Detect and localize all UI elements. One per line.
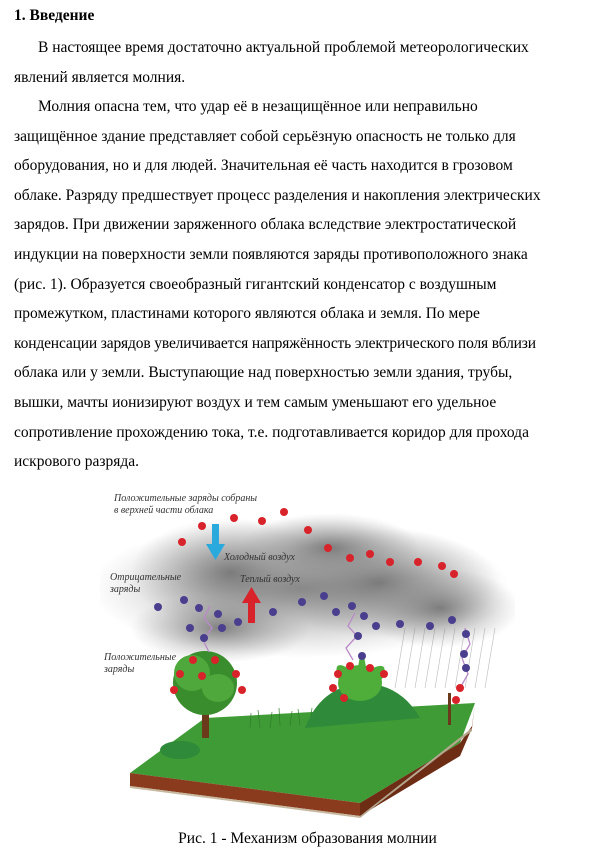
figure-caption: Рис. 1 - Механизм образования молнии — [178, 830, 437, 847]
lightning-figure — [100, 488, 515, 818]
paragraph-line: оборудования, но и для людей. Значительная её часть находится в грозовом — [14, 157, 513, 174]
paragraph-line: конденсации зарядов увеличивается напряжённость электрического поля вблизи — [14, 335, 536, 352]
label-negative-line2: заряды — [110, 584, 141, 595]
label-warm-air: Теплый воздух — [240, 574, 300, 585]
label-positive-bottom-line2: заряды — [104, 664, 135, 675]
paragraph-line: явлений является молния. — [14, 69, 186, 86]
paragraph-line: зарядов. При движении заряженного облака вследствие электростатической — [14, 216, 517, 233]
label-negative-line1: Отрицательные — [110, 572, 182, 583]
paragraph-line: индукции на поверхности земли появляются заряды противоположного знака — [14, 246, 528, 263]
paragraph-line: промежутком, пластинами которого являются облака и земля. По мере — [14, 305, 480, 322]
paragraph-line: В настоящее время достаточно актуальной проблемой метеорологических — [38, 39, 529, 56]
pole — [448, 693, 451, 725]
paragraph-line: вышки, мачты ионизируют воздух и тем самым уменьшают его удельное — [14, 394, 497, 411]
paragraph-line: искрового разряда. — [14, 453, 140, 470]
paragraph-line: Молния опасна тем, что удар её в незащищённое или неправильно — [38, 98, 478, 115]
ground-block — [130, 703, 475, 818]
paragraph-line: облака или у земли. Выступающие над поверхностью земли здания, трубы, — [14, 364, 513, 381]
label-positive-top-line2: в верхней части облака — [114, 505, 214, 516]
lightning-illustration — [100, 488, 515, 818]
rock — [160, 741, 200, 759]
paragraph-line: облаке. Разряду предшествует процесс разделения и накопления электрических — [14, 187, 541, 204]
bush — [336, 653, 384, 701]
paragraph-line: защищённое здание представляет собой серьёзную опасность не только для — [14, 128, 516, 145]
paragraph-line: (рис. 1). Образуется своеобразный гигантский конденсатор с воздушным — [14, 276, 497, 293]
section-heading: 1. Введение — [14, 7, 95, 24]
label-positive-bottom-line1: Положительные — [104, 652, 177, 663]
paragraph-line: сопротивление прохождению тока, т.е. подготавливается коридор для прохода — [14, 424, 529, 441]
label-positive-top-line1: Положительные заряды собраны — [114, 493, 258, 504]
label-cold-air: Холодный воздух — [224, 552, 295, 563]
